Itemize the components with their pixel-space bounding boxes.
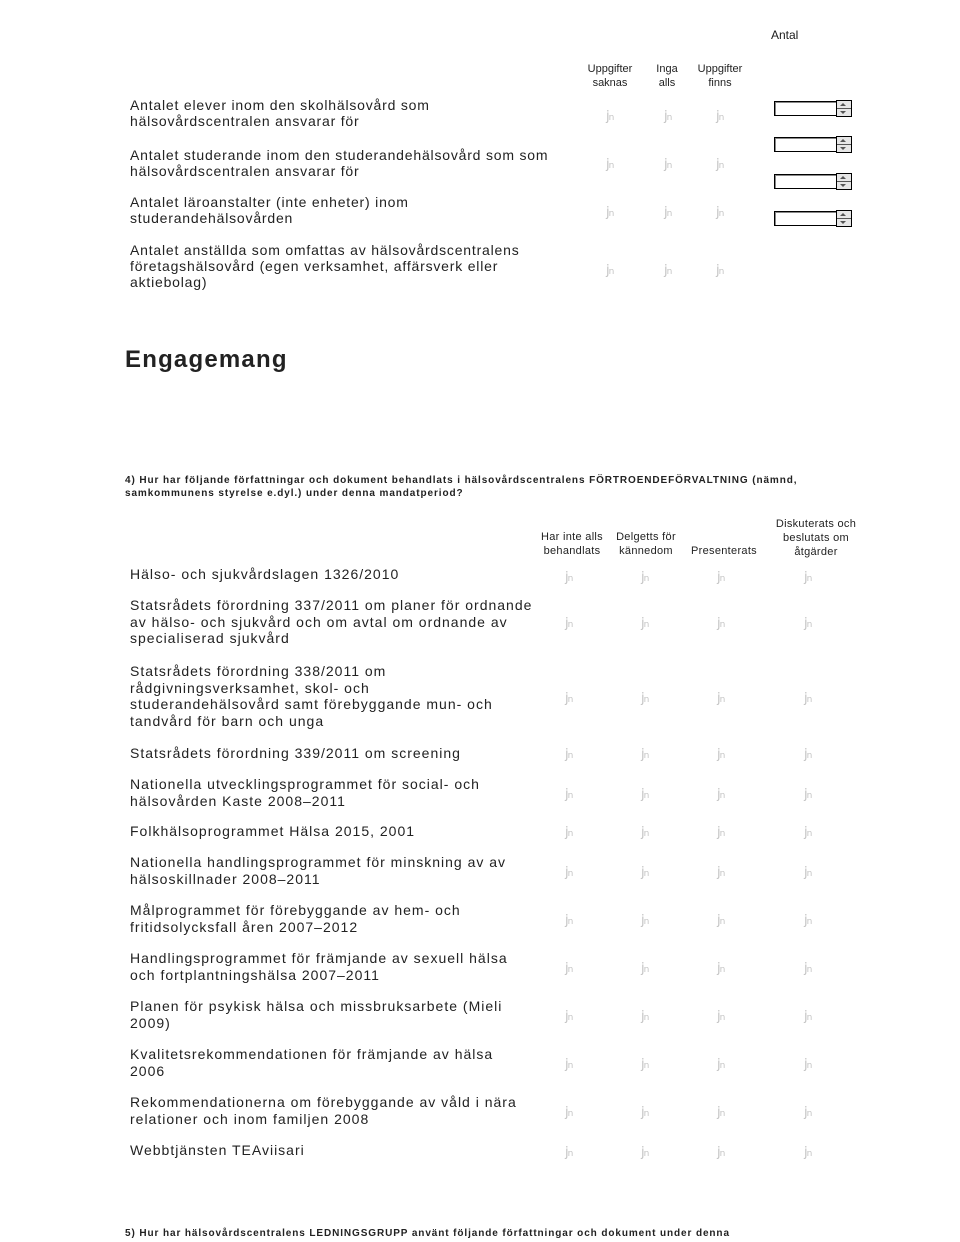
radio-glyph: n: [567, 965, 573, 975]
radio-glyph: j: [565, 913, 568, 928]
spinner-down-icon[interactable]: [837, 109, 851, 116]
top-row-label: Antalet studerande inom den studerandehälsovård som som hälsovårdscentralen ansvarar för: [130, 147, 549, 179]
radio-glyph: j: [641, 961, 644, 976]
doc-row-label: Målprogrammet för förebyggande av hem- och fritidsolycksfall åren 2007–2012: [130, 902, 461, 935]
radio-glyph: j: [606, 205, 609, 220]
radio-button[interactable]: [717, 826, 731, 840]
radio-glyph: n: [643, 917, 649, 927]
radio-glyph: n: [719, 751, 725, 761]
radio-glyph: n: [567, 1013, 573, 1023]
radio-glyph: j: [565, 1057, 568, 1072]
radio-button[interactable]: [716, 206, 730, 220]
radio-glyph: n: [719, 574, 725, 584]
doc-row-label: Handlingsprogrammet för främjande av sexuell hälsa och fortplantningshälsa 2007–2011: [130, 950, 508, 983]
radio-glyph: n: [666, 113, 672, 123]
radio-button[interactable]: [804, 748, 818, 762]
radio-glyph: j: [804, 961, 807, 976]
radio-glyph: n: [806, 751, 812, 761]
col-inga-alls: Inga alls: [656, 63, 678, 89]
radio-button[interactable]: [717, 748, 731, 762]
radio-glyph: j: [641, 1009, 644, 1024]
radio-glyph: j: [641, 825, 644, 840]
radio-button[interactable]: [804, 617, 818, 631]
radio-button[interactable]: [804, 866, 818, 880]
radio-button[interactable]: [717, 1146, 731, 1160]
radio-button[interactable]: [717, 1058, 731, 1072]
radio-glyph: n: [718, 113, 724, 123]
radio-glyph: j: [717, 1105, 720, 1120]
radio-button[interactable]: [716, 264, 730, 278]
radio-glyph: j: [716, 157, 719, 172]
doc-row-label: Planen för psykisk hälsa och missbruksarbete (Mieli 2009): [130, 998, 503, 1031]
radio-glyph: n: [666, 209, 672, 219]
radio-glyph: n: [719, 620, 725, 630]
antal-spinner[interactable]: [836, 173, 852, 190]
radio-glyph: j: [717, 961, 720, 976]
radio-glyph: n: [567, 791, 573, 801]
radio-glyph: n: [719, 917, 725, 927]
radio-glyph: n: [643, 1109, 649, 1119]
radio-glyph: n: [567, 620, 573, 630]
radio-glyph: n: [567, 574, 573, 584]
radio-button[interactable]: [717, 914, 731, 928]
radio-button[interactable]: [717, 962, 731, 976]
radio-button[interactable]: [717, 571, 731, 585]
doc-row-label: Folkhälsoprogrammet Hälsa 2015, 2001: [130, 823, 416, 839]
radio-glyph: n: [666, 267, 672, 277]
radio-glyph: n: [608, 209, 614, 219]
radio-glyph: n: [608, 113, 614, 123]
radio-glyph: n: [719, 1109, 725, 1119]
radio-glyph: n: [719, 1061, 725, 1071]
radio-button[interactable]: [641, 1010, 655, 1024]
radio-button[interactable]: [641, 1058, 655, 1072]
radio-button[interactable]: [606, 158, 620, 172]
radio-glyph: n: [719, 791, 725, 801]
doc-row-label: Nationella handlingsprogrammet för minskning av av hälsoskillnader 2008–2011: [130, 854, 507, 887]
radio-glyph: n: [806, 1061, 812, 1071]
radio-glyph: n: [643, 829, 649, 839]
radio-button[interactable]: [804, 1146, 818, 1160]
col-presenterats: Presenterats: [691, 545, 757, 557]
radio-glyph: j: [717, 787, 720, 802]
radio-glyph: j: [717, 865, 720, 880]
radio-glyph: j: [565, 1009, 568, 1024]
radio-glyph: j: [716, 109, 719, 124]
radio-glyph: j: [664, 157, 667, 172]
radio-button[interactable]: [804, 1010, 818, 1024]
radio-glyph: j: [565, 1105, 568, 1120]
antal-spinner[interactable]: [836, 100, 852, 117]
radio-glyph: n: [719, 869, 725, 879]
radio-glyph: j: [717, 616, 720, 631]
radio-glyph: j: [717, 570, 720, 585]
radio-glyph: n: [719, 1013, 725, 1023]
spinner-down-icon[interactable]: [837, 182, 851, 189]
col-uppgifter-saknas: Uppgifter saknas: [587, 63, 633, 89]
radio-button[interactable]: [565, 1146, 579, 1160]
doc-row-label: Hälso- och sjukvårdslagen 1326/2010: [130, 566, 400, 582]
radio-glyph: j: [664, 205, 667, 220]
question-4: 4) Hur har följande författningar och dokument behandlats i hälsovårdscentralens FÖRTROENDEFÖRVALTNING (nämnd, samkommunens styrelse e.dyl.) under denna mandatperiod?: [125, 475, 798, 499]
radio-glyph: n: [806, 695, 812, 705]
radio-glyph: n: [643, 574, 649, 584]
radio-glyph: j: [606, 157, 609, 172]
radio-glyph: n: [806, 965, 812, 975]
antal-spinner[interactable]: [836, 210, 852, 227]
radio-button[interactable]: [664, 110, 678, 124]
spinner-up-icon[interactable]: [837, 137, 851, 145]
radio-glyph: j: [565, 1145, 568, 1160]
radio-glyph: j: [804, 1057, 807, 1072]
radio-glyph: j: [565, 825, 568, 840]
radio-glyph: j: [804, 825, 807, 840]
radio-glyph: j: [804, 787, 807, 802]
radio-button[interactable]: [641, 617, 655, 631]
radio-glyph: n: [643, 751, 649, 761]
radio-button[interactable]: [717, 692, 731, 706]
radio-button[interactable]: [565, 617, 579, 631]
radio-glyph: n: [806, 620, 812, 630]
radio-glyph: n: [806, 574, 812, 584]
radio-glyph: n: [643, 1061, 649, 1071]
radio-glyph: n: [806, 1109, 812, 1119]
spinner-down-icon[interactable]: [837, 145, 851, 152]
radio-glyph: j: [641, 1057, 644, 1072]
radio-glyph: j: [716, 205, 719, 220]
radio-button[interactable]: [804, 692, 818, 706]
radio-glyph: n: [643, 1013, 649, 1023]
doc-row-label: Nationella utvecklingsprogrammet för social- och hälsovården Kaste 2008–2011: [130, 776, 480, 809]
radio-glyph: n: [567, 829, 573, 839]
radio-glyph: j: [804, 747, 807, 762]
radio-glyph: n: [719, 1149, 725, 1159]
radio-button[interactable]: [804, 914, 818, 928]
question-5: 5) Hur har hälsovårdscentralens LEDNINGSGRUPP använt följande författningar och dokument under denna: [125, 1228, 730, 1239]
radio-glyph: j: [565, 787, 568, 802]
radio-glyph: j: [804, 1009, 807, 1024]
radio-button[interactable]: [565, 1106, 579, 1120]
radio-glyph: j: [641, 1105, 644, 1120]
top-row-label: Antalet elever inom den skolhälsovård som hälsovårdscentralen ansvarar för: [130, 97, 430, 129]
doc-row-label: Statsrådets förordning 337/2011 om planer för ordnande av hälso- och sjukvård och om avtal om ordnande av specialiserad sjukvård: [130, 597, 533, 646]
radio-glyph: n: [567, 1109, 573, 1119]
radio-glyph: j: [804, 691, 807, 706]
radio-glyph: n: [567, 751, 573, 761]
radio-glyph: n: [608, 161, 614, 171]
radio-glyph: j: [664, 263, 667, 278]
radio-glyph: n: [806, 791, 812, 801]
radio-glyph: j: [641, 691, 644, 706]
radio-glyph: n: [643, 965, 649, 975]
radio-button[interactable]: [565, 1010, 579, 1024]
radio-glyph: n: [643, 791, 649, 801]
col-diskuterats: Diskuterats och beslutats om åtgärder: [775, 518, 857, 558]
doc-row-label: Kvalitetsrekommendationen för främjande av hälsa 2006: [130, 1046, 494, 1079]
radio-glyph: j: [641, 616, 644, 631]
radio-glyph: j: [565, 961, 568, 976]
radio-glyph: j: [565, 691, 568, 706]
radio-glyph: j: [717, 691, 720, 706]
radio-button[interactable]: [641, 571, 655, 585]
spinner-up-icon[interactable]: [837, 211, 851, 219]
radio-glyph: j: [606, 263, 609, 278]
radio-button[interactable]: [804, 788, 818, 802]
radio-button[interactable]: [641, 914, 655, 928]
radio-button[interactable]: [641, 826, 655, 840]
radio-glyph: j: [717, 913, 720, 928]
spinner-down-icon[interactable]: [837, 219, 851, 226]
radio-glyph: n: [719, 965, 725, 975]
radio-glyph: j: [565, 865, 568, 880]
radio-glyph: n: [719, 829, 725, 839]
radio-glyph: n: [567, 695, 573, 705]
radio-glyph: j: [717, 1145, 720, 1160]
radio-button[interactable]: [565, 788, 579, 802]
radio-glyph: j: [565, 747, 568, 762]
spinner-up-icon[interactable]: [837, 174, 851, 182]
radio-glyph: j: [804, 1105, 807, 1120]
radio-button[interactable]: [717, 866, 731, 880]
radio-glyph: n: [567, 917, 573, 927]
radio-glyph: j: [641, 913, 644, 928]
radio-button[interactable]: [664, 264, 678, 278]
radio-glyph: j: [804, 913, 807, 928]
radio-button[interactable]: [641, 962, 655, 976]
radio-glyph: j: [804, 865, 807, 880]
radio-button[interactable]: [804, 962, 818, 976]
doc-row-label: Statsrådets förordning 339/2011 om screening: [130, 745, 461, 761]
radio-glyph: j: [565, 570, 568, 585]
spinner-up-icon[interactable]: [837, 101, 851, 109]
radio-button[interactable]: [716, 110, 730, 124]
radio-glyph: n: [567, 1149, 573, 1159]
radio-button[interactable]: [606, 264, 620, 278]
radio-glyph: j: [641, 865, 644, 880]
radio-glyph: j: [641, 570, 644, 585]
radio-button[interactable]: [664, 206, 678, 220]
radio-button[interactable]: [565, 748, 579, 762]
radio-button[interactable]: [565, 962, 579, 976]
radio-glyph: j: [565, 616, 568, 631]
radio-button[interactable]: [565, 866, 579, 880]
radio-glyph: n: [643, 869, 649, 879]
radio-glyph: n: [718, 161, 724, 171]
radio-button[interactable]: [641, 866, 655, 880]
radio-glyph: n: [806, 829, 812, 839]
radio-button[interactable]: [565, 826, 579, 840]
radio-glyph: n: [719, 695, 725, 705]
radio-glyph: n: [806, 1149, 812, 1159]
doc-row-label: Statsrådets förordning 338/2011 om rådgivningsverksamhet, skol- och studerandehälsovård samt förebyggande mun- och tandvård för barn och unga: [130, 663, 493, 729]
doc-row-label: Webbtjänsten TEAviisari: [130, 1142, 305, 1158]
radio-glyph: j: [717, 825, 720, 840]
radio-button[interactable]: [717, 1106, 731, 1120]
radio-button[interactable]: [641, 1146, 655, 1160]
antal-spinner[interactable]: [836, 136, 852, 153]
radio-button[interactable]: [606, 110, 620, 124]
radio-button[interactable]: [641, 788, 655, 802]
radio-glyph: n: [806, 1013, 812, 1023]
top-row-label: Antalet läroanstalter (inte enheter) inom studerandehälsovården: [130, 194, 409, 226]
radio-glyph: j: [606, 109, 609, 124]
radio-glyph: j: [641, 1145, 644, 1160]
radio-glyph: n: [643, 695, 649, 705]
radio-glyph: n: [806, 869, 812, 879]
radio-button[interactable]: [664, 158, 678, 172]
radio-glyph: n: [666, 161, 672, 171]
radio-glyph: n: [643, 620, 649, 630]
radio-button[interactable]: [641, 1106, 655, 1120]
radio-glyph: j: [717, 1057, 720, 1072]
radio-glyph: j: [804, 570, 807, 585]
radio-button[interactable]: [606, 206, 620, 220]
radio-button[interactable]: [804, 1106, 818, 1120]
radio-button[interactable]: [565, 692, 579, 706]
radio-button[interactable]: [565, 571, 579, 585]
radio-button[interactable]: [565, 1058, 579, 1072]
radio-glyph: n: [806, 917, 812, 927]
radio-button[interactable]: [717, 1010, 731, 1024]
radio-button[interactable]: [717, 617, 731, 631]
radio-glyph: n: [567, 1061, 573, 1071]
col-uppgifter-finns: Uppgifter finns: [697, 63, 743, 89]
section-title: Engagemang: [125, 346, 288, 373]
radio-button[interactable]: [641, 748, 655, 762]
radio-glyph: j: [641, 747, 644, 762]
radio-button[interactable]: [717, 788, 731, 802]
radio-glyph: j: [717, 1009, 720, 1024]
col-har-inte-alls: Har inte alls behandlats: [541, 531, 603, 557]
radio-glyph: j: [717, 747, 720, 762]
doc-row-label: Rekommendationerna om förebyggande av våld i nära relationer och inom familjen 2008: [130, 1094, 517, 1127]
radio-glyph: j: [804, 616, 807, 631]
radio-glyph: j: [641, 787, 644, 802]
radio-glyph: n: [718, 267, 724, 277]
radio-button[interactable]: [641, 692, 655, 706]
radio-glyph: j: [664, 109, 667, 124]
radio-glyph: n: [718, 209, 724, 219]
radio-glyph: n: [567, 869, 573, 879]
radio-button[interactable]: [565, 914, 579, 928]
radio-glyph: n: [608, 267, 614, 277]
radio-button[interactable]: [804, 826, 818, 840]
radio-button[interactable]: [716, 158, 730, 172]
top-row-label: Antalet anställda som omfattas av hälsovårdscentralens företagshälsovård (egen verksamhet, affärsverk eller aktiebolag): [130, 242, 520, 290]
radio-button[interactable]: [804, 571, 818, 585]
antal-header: Antal: [771, 28, 799, 42]
radio-glyph: j: [804, 1145, 807, 1160]
radio-glyph: n: [643, 1149, 649, 1159]
radio-glyph: j: [716, 263, 719, 278]
radio-button[interactable]: [804, 1058, 818, 1072]
col-delgetts: Delgetts för kännedom: [616, 531, 676, 557]
